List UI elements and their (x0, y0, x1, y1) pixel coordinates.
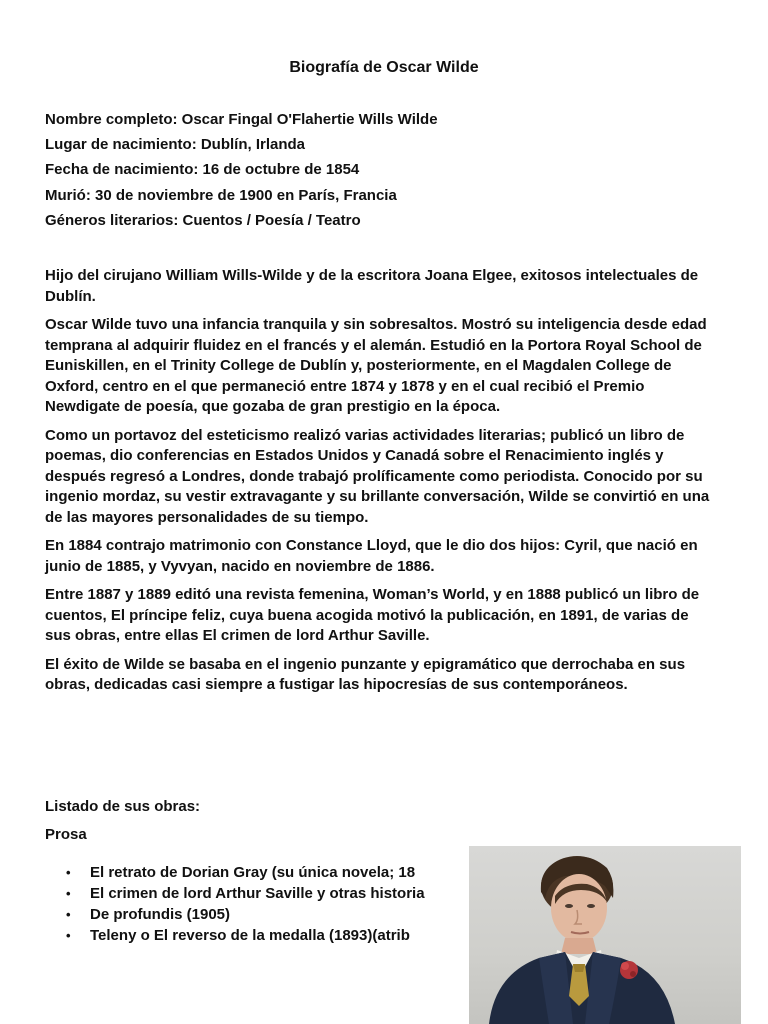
fact-birthplace: Lugar de nacimiento: Dublín, Irlanda (45, 136, 306, 154)
fact-full-name: Nombre completo: Oscar Fingal O'Flahertie Wills Wilde (45, 111, 438, 128)
list-item-text: El crimen de lord Arthur Saville y otras historia (90, 885, 425, 902)
paragraph-womans-world: Entre 1887 y 1889 editó una revista femenina, Woman’s World, y en 1888 publicó un libro de cuentos, El príncipe feliz, cuya buena acogida motivó la publicación, en 1891, de varias de sus obras, entre ellas El crimen de lord Arthur Saville. (45, 586, 700, 644)
list-item-text: El retrato de Dorian Gray (su única novela; 18 (90, 864, 416, 881)
prose-heading: Prosa (45, 826, 87, 843)
fact-birth-date: Fecha de nacimiento: 16 de octubre de 1854 (45, 161, 360, 179)
document-title: Biografía de Oscar Wilde (289, 59, 479, 76)
bullet-icon: • (66, 907, 71, 922)
list-item-text: De profundis (1905) (90, 906, 231, 923)
bullet-icon: • (66, 886, 71, 901)
paragraph-parents: Hijo del cirujano William Wills-Wilde y de la escritora Joana Elgee, exitosos intelectuales de Dublín. (45, 267, 699, 305)
facts-block (45, 110, 715, 236)
works-heading: Listado de sus obras: (45, 798, 201, 815)
paragraph-aestheticism: Como un portavoz del esteticismo realizó varias actividades literarias; publicó un libro de poemas, dio conferencias en Estados Unidos y Canadá sobre el Renacimiento inglés y después regresó a Londres, donde trabajó prolíficamente como periodista. Conocido por su ingenio mordaz, su vestir extravagante y su brillante conversación, Wilde se convirtió en una de las mayores personalidades de su tiempo. (45, 426, 710, 526)
list-item-text: Teleny o El reverso de la medalla (1893)(atrib (90, 927, 410, 944)
fact-genres: Géneros literarios: Cuentos / Poesía / Teatro (45, 211, 361, 229)
bullet-icon: • (66, 928, 71, 943)
portrait-photo-icon (469, 846, 741, 1024)
paragraph-marriage: En 1884 contrajo matrimonio con Constance Lloyd, que le dio dos hijos: Cyril, que nació en junio de 1885, y Vyvyan, nacido en noviembre de 1886. (45, 537, 698, 575)
paragraph-success: El éxito de Wilde se basaba en el ingenio punzante y epigramático que derrochaba en sus obras, dedicadas casi siempre a fustigar las hipocresías de sus contemporáneos. (45, 655, 686, 693)
bullet-icon: • (66, 865, 71, 880)
fact-death: Murió: 30 de noviembre de 1900 en París, Francia (45, 186, 397, 204)
biography-body (45, 266, 715, 704)
oscar-wilde-portrait (469, 846, 741, 1024)
paragraph-childhood: Oscar Wilde tuvo una infancia tranquila y sin sobresaltos. Mostró su inteligencia desde edad temprana al adquirir fluidez en el francés y el alemán. Estudió en la Portora Royal School de Euniskillen, en el Trinity College de Dublín y, posteriormente, en el Magdalen College de Oxford, centro en el que permaneció entre 1874 y 1878 y en el cual recibió el Premio Newdigate de poesía, que gozaba de gran prestigio en la época. (45, 316, 707, 415)
